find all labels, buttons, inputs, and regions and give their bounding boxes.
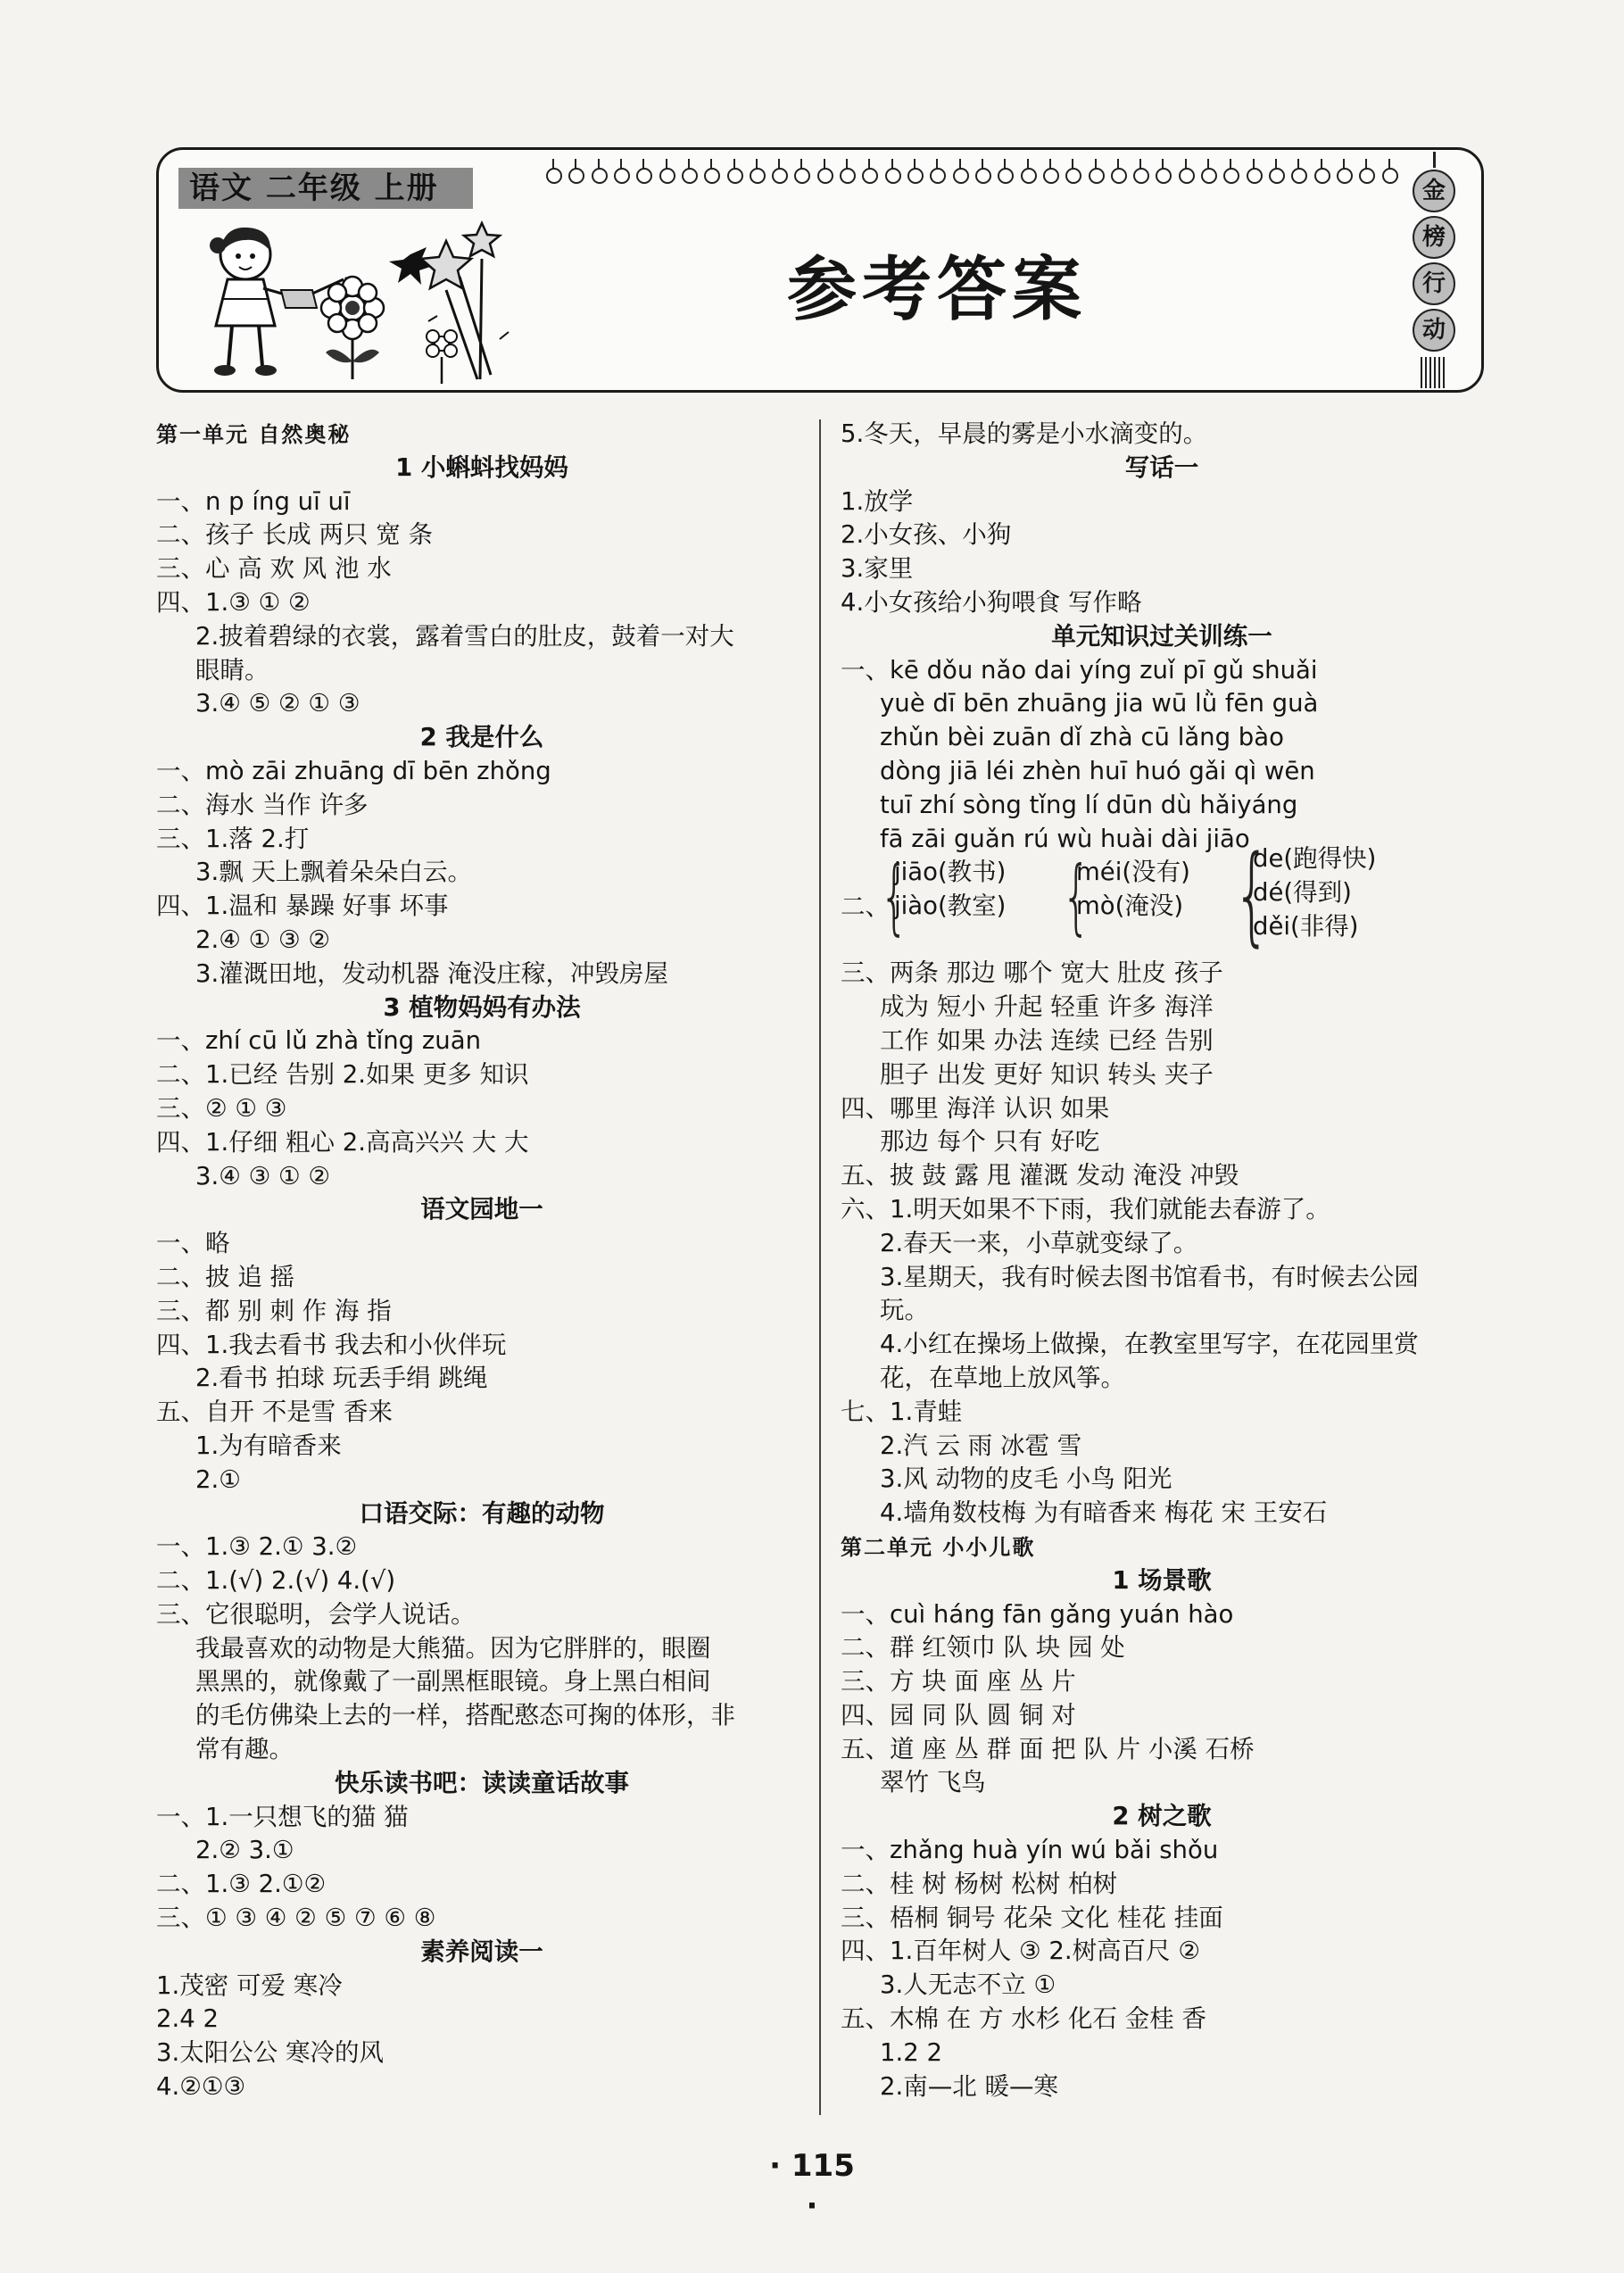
tassel-icon [1421,357,1447,388]
binder-ring-icon [546,168,562,184]
answer-line: 四、哪里 海洋 认识 如果 [841,1093,1110,1123]
answer-line: 工作 如果 办法 连续 已经 告别 [880,1025,1214,1055]
unit-heading: 第二单元 小小儿歌 [841,1533,1036,1560]
brace-item: jiāo(教书) [894,858,1007,887]
brace-item: dé(得到) [1253,878,1352,908]
answer-line: 三、都 别 刺 作 海 指 [156,1296,392,1325]
brace-item: de(跑得快) [1253,844,1377,874]
answer-line: 2.南—北 暖—寒 [880,2071,1058,2101]
right-top-section [841,418,1483,856]
answer-line: 四、1.温和 暴躁 好事 坏事 [156,892,449,921]
star-wand-illustration [410,214,518,384]
section-heading: 2 树之歌 [1112,1802,1212,1831]
badge-char: 金 [1413,170,1455,212]
binder-ring-icon [592,168,608,184]
answer-line: 一、mò zāi zhuāng dī bēn zhǒng [156,756,551,785]
answer-line: 我最喜欢的动物是大熊猫。因为它胖胖的，眼圈 [195,1633,711,1663]
binder-ring-icon [568,168,584,184]
section-heading: 口语交际：有趣的动物 [359,1498,605,1528]
answer-line: 3.星期天，我有时候去图书馆看书，有时候去公园 [880,1262,1419,1291]
binder-ring-icon [659,168,675,184]
brace-lead: 二、 [841,892,890,922]
answer-line: 一、zhǎng huà yín wú bǎi shǒu [841,1836,1219,1865]
section-heading: 快乐读书吧：读读童话故事 [335,1768,629,1797]
answer-line: 三、梧桐 铜号 花朵 文化 桂花 挂面 [841,1903,1223,1932]
answer-line: zhǔn bèi zuān dǐ zhà cū lǎng bào [880,723,1284,752]
binder-ring-icon [998,168,1014,184]
answer-line: 1.茂密 可爱 寒冷 [156,1970,343,2000]
answer-line: 四、1.百年树人 ③ 2.树高百尺 ② [841,1937,1201,1966]
section-heading: 单元知识过关训练一 [1051,621,1272,651]
answer-line: 4.墙角数枝梅 为有暗香来 梅花 宋 王安石 [880,1498,1328,1528]
answer-line: 二、1.已经 告别 2.如果 更多 知识 [156,1060,529,1090]
brace-item: méi(没有) [1076,858,1190,887]
binder-ring-icon [1337,168,1353,184]
binder-ring-icon [1179,168,1195,184]
answer-line: 一、1.一只想飞的猫 猫 [156,1802,409,1831]
answer-line: 七、1.青蛙 [841,1397,963,1426]
right-column [841,418,1483,2103]
binder-ring-icon [885,168,901,184]
binder-ring-icon [975,168,991,184]
answer-line: 2.小女孩、小狗 [841,520,1012,550]
binder-ring-icon [636,168,652,184]
binder-ring-icon [1382,168,1398,184]
answer-line: 2.披着碧绿的衣裳，露着雪白的肚皮，鼓着一对大 [195,621,734,651]
answer-line: 四、园 同 队 圆 铜 对 [841,1700,1076,1730]
binder-ring-icon [1133,168,1149,184]
section-heading: 写话一 [1124,452,1199,482]
answer-line: 花，在草地上放风筝。 [880,1363,1125,1392]
answer-line: 二、孩子 长成 两只 宽 条 [156,520,433,550]
answer-line: 眼睛。 [195,655,269,684]
binder-ring-icon [1021,168,1037,184]
answer-line: 2.4 2 [156,2004,219,2034]
answer-line: 三、方 块 面 座 丛 片 [841,1667,1076,1696]
answer-line: 五、披 鼓 露 甩 灌溉 发动 淹没 冲毁 [841,1161,1239,1190]
answer-line: 2.春天一来，小草就变绿了。 [880,1228,1198,1257]
section-heading: 语文园地一 [420,1195,543,1224]
brace-item: děi(非得) [1253,912,1359,942]
binder-ring-icon [772,168,788,184]
answer-line: 的毛仿佛染上去的一样，搭配憨态可掬的体形，非 [195,1701,735,1730]
answer-line: 3.灌溉田地，发动机器 淹没庄稼，冲毁房屋 [195,958,668,988]
answer-line: 5.冬天，早晨的雾是小水滴变的。 [841,419,1208,448]
page-number: · 115 · [769,2148,855,2224]
binder-ring-icon [1201,168,1217,184]
answer-line: 3.家里 [841,554,914,584]
binder-ring-icon [1269,168,1285,184]
badge-char: 行 [1413,262,1455,305]
answer-line: 3.太阳公公 寒冷的风 [156,2038,384,2068]
binder-ring-icon [1314,168,1330,184]
binder-ring-icon [750,168,766,184]
binder-ring-icon [1291,168,1307,184]
answer-line: 3.飘 天上飘着朵朵白云。 [195,858,472,887]
answer-line: dòng jiā léi zhèn huī huó gǎi qì wēn [880,756,1315,785]
section-heading: 1 场景歌 [1112,1565,1212,1595]
answer-line: 六、1.明天如果不下雨，我们就能去春游了。 [841,1194,1330,1224]
binder-ring-icon [1043,168,1059,184]
answer-line: 2.④ ① ③ ② [195,925,331,954]
answer-line: 成为 短小 升起 轻重 许多 海洋 [880,992,1214,1022]
answer-line: 3.④ ③ ① ② [195,1161,331,1190]
answer-line: 4.小红在操场上做操，在教室里写字，在花园里赏 [880,1330,1419,1359]
brace-item: mò(淹没) [1076,892,1184,921]
answer-line: 一、n p íng uī uī [156,486,351,516]
binder-ring-icon [704,168,720,184]
answer-line: 二、群 红领巾 队 块 园 处 [841,1633,1125,1663]
answer-line: 3.④ ⑤ ② ① ③ [195,689,360,718]
answer-line: 五、道 座 丛 群 面 把 队 片 小溪 石桥 [841,1734,1255,1763]
answer-line: 二、海水 当作 许多 [156,790,369,819]
answer-line: 三、心 高 欢 风 池 水 [156,554,392,584]
answer-line: 五、自开 不是雪 香来 [156,1398,393,1427]
binder-ring-icon [1089,168,1105,184]
unit-heading: 第一单元 自然奥秘 [156,421,352,447]
binder-ring-icon [953,168,969,184]
answer-line: 四、1.我去看书 我去和小伙伴玩 [156,1330,507,1359]
binder-ring-icon [1156,168,1172,184]
answer-line: 三、两条 那边 哪个 宽大 肚皮 孩子 [841,958,1223,988]
answer-line: 2.汽 云 雨 冰雹 雪 [880,1431,1082,1460]
answer-line: 三、1.落 2.打 [156,824,310,853]
side-badge [1408,152,1460,388]
answer-line: 一、略 [156,1229,230,1258]
polyphone-brace-block: 二、 { jiāo(教书) jiào(教室) { méi(没有) mò(淹没) { de(跑得快) dé(得到) děi(非得) [841,834,1377,958]
binder-ring-icon [614,168,630,184]
answer-line: tuī zhí sòng tǐng lí dūn dù hǎiyáng [880,790,1298,819]
binder-ring-icon [817,168,833,184]
grade-tag: 语文 二年级 上册 [178,168,473,209]
brace-item: jiào(教室) [894,892,1007,921]
answer-line: 三、① ③ ④ ② ⑤ ⑦ ⑥ ⑧ [156,1904,436,1933]
binder-ring-icon [682,168,698,184]
section-heading: 1 小蝌蚪找妈妈 [395,452,568,482]
main-title: 参考答案 [786,249,1087,330]
answer-line: 三、它很聪明，会学人说话。 [156,1599,476,1629]
binder-ring-icon [727,168,743,184]
left-column [156,418,808,2104]
answer-line: 4.小女孩给小狗喂食 写作略 [841,587,1142,617]
answer-line: 胆子 出发 更好 知识 转头 夹子 [880,1059,1214,1089]
answer-line: 五、木棉 在 方 水杉 化石 金桂 香 [841,2004,1206,2034]
answer-line: 三、② ① ③ [156,1093,287,1123]
answer-line: 1.放学 [841,486,914,516]
binder-ring-icon [794,168,810,184]
answer-line: 一、cuì háng fān gǎng yuán hào [841,1599,1234,1629]
section-heading: 素养阅读一 [420,1937,543,1966]
answer-line: fā zāi guǎn rú wù huài dài jiāo [880,824,1250,853]
answer-line: 二、桂 树 杨树 松树 柏树 [841,1869,1117,1898]
binder-ring-icon [862,168,878,184]
answer-line: yuè dī bēn zhuāng jia wū lǜ fēn guà [880,689,1319,718]
badge-char: 榜 [1413,216,1455,259]
answer-line: 3.风 动物的皮毛 小鸟 阳光 [880,1464,1172,1494]
answer-line: 3.人无志不立 ① [880,1970,1056,2000]
answer-line: 2.① [195,1464,241,1494]
answer-line: 二、披 追 摇 [156,1262,294,1291]
answer-line: 翠竹 飞鸟 [880,1768,986,1797]
answer-line: 一、kē dǒu nǎo dai yíng zuǐ pī gǔ shuǎi [841,655,1318,684]
answer-line: 四、1.仔细 粗心 2.高高兴兴 大 大 [156,1127,529,1157]
answer-line: 二、1.③ 2.①② [156,1870,327,1899]
right-bottom-section [841,957,1483,2103]
section-heading: 2 我是什么 [419,723,544,752]
answer-line: 一、1.③ 2.① 3.② [156,1532,358,1562]
binder-ring-icon [1223,168,1239,184]
binder-ring-icon [1359,168,1375,184]
badge-char: 动 [1413,309,1455,352]
answer-line: 玩。 [880,1296,929,1325]
answer-line: 一、zhí cū lǔ zhà tǐng zuān [156,1026,481,1056]
section-heading: 3 植物妈妈有办法 [383,992,581,1022]
binder-ring-icon [907,168,924,184]
answer-line: 二、1.(√) 2.(√) 4.(√) [156,1566,396,1596]
binder-rings [546,159,1398,184]
answer-line: 4.②①③ [156,2072,246,2102]
column-divider [819,419,821,2115]
binder-ring-icon [930,168,946,184]
answer-line: 黑黑的，就像戴了一副黑框眼镜。身上黑白相间 [195,1667,711,1696]
answer-line: 1.为有暗香来 [195,1431,342,1460]
binder-ring-icon [840,168,856,184]
answer-line: 常有趣。 [195,1735,294,1764]
answer-line: 2.看书 拍球 玩丢手绢 跳绳 [195,1364,488,1393]
binder-ring-icon [1247,168,1263,184]
answer-line: 四、1.③ ① ② [156,587,311,617]
answer-line: 1.2 2 [880,2037,942,2067]
answer-line: 那边 每个 只有 好吃 [880,1127,1100,1157]
binder-ring-icon [1111,168,1127,184]
binder-ring-icon [1065,168,1081,184]
answer-line: 2.② 3.① [195,1836,294,1865]
